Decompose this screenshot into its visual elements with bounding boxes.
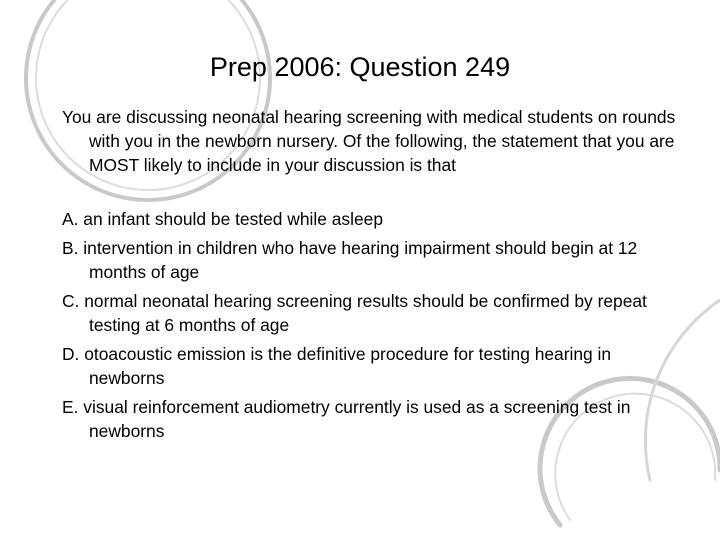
option-b [62, 236, 682, 284]
option-text: otoacoustic emission is the definitive procedure for testing hearing in newborns [84, 344, 612, 388]
option-letter: B. [62, 238, 79, 258]
question-stem: You are discussing neonatal hearing screening with medical students on rounds with you in the newborn nursery. Of the following, the statement that you are MOST likely to include in your discussion is that [62, 107, 676, 175]
option-letter: E. [62, 397, 79, 417]
option-text: visual reinforcement audiometry currently is used as a screening test in newborns [83, 397, 631, 441]
option-e [62, 395, 682, 443]
slide-title: Prep 2006: Question 249 [209, 52, 511, 82]
option-text: an infant should be tested while asleep [83, 209, 383, 229]
option-a [62, 207, 682, 231]
option-letter: C. [62, 291, 80, 311]
question-body [62, 105, 682, 448]
option-letter: A. [62, 209, 79, 229]
option-c [62, 289, 682, 337]
option-text: normal neonatal hearing screening results should be confirmed by repeat testing at 6 months of age [84, 291, 647, 335]
option-d [62, 342, 682, 390]
option-text: intervention in children who have hearing impairment should begin at 12 months of age [83, 238, 638, 282]
option-letter: D. [62, 344, 80, 364]
